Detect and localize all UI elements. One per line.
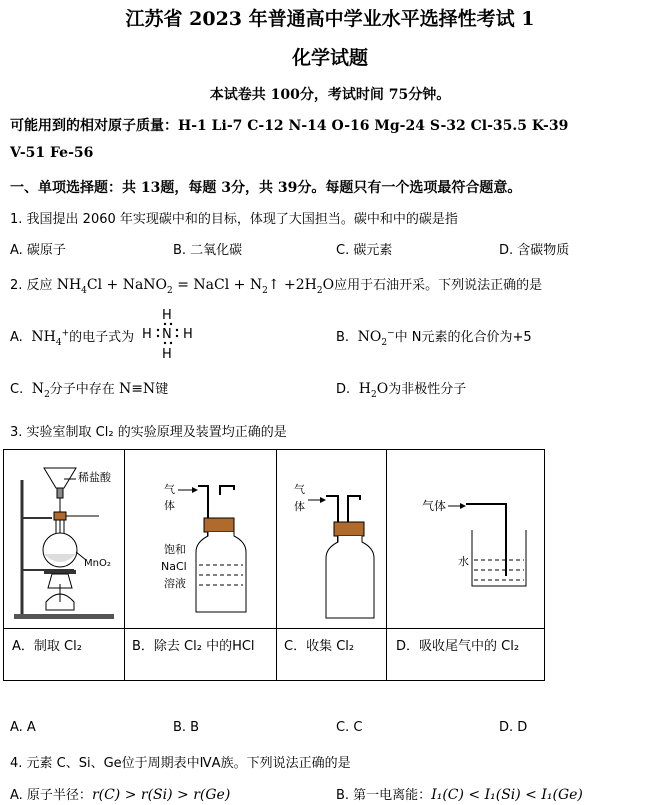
solution-label: 溶液 [164, 577, 186, 590]
q4-option-a-math: r(C) > r(Si) > r(Ge) [91, 787, 231, 803]
triple-bond: N≡N [118, 381, 156, 397]
question-3-stem: 3. 实验室制取 Cl₂ 的实验原理及装置均正确的是 [10, 425, 287, 440]
nitrogen-formula: $N_2$ [27, 381, 50, 400]
q2-option-a-letter: A. [10, 330, 23, 345]
saturated-label: 饱和 [164, 543, 186, 556]
q4-option-b-label: B. 第一电离能： [336, 788, 432, 803]
svg-text:H: H [142, 327, 152, 342]
q3-option-c: C. C [336, 720, 363, 735]
q2-option-a-text: 的电子式为 [69, 330, 135, 345]
table-divider [4, 628, 544, 629]
q1-option-c: C. 碳元素 [336, 243, 393, 258]
mno2-label: MnO₂ [84, 558, 111, 569]
chlorine-collection-apparatus [276, 450, 386, 628]
apparatus-table [3, 449, 545, 681]
q2-reaction-equation: $NH_4Cl$ + NaNO$_2$ = NaCl + $N_2↑ +2H_2O$ [56, 277, 335, 296]
atomic-masses-line1: 可能用到的相对原子质量：H-1 Li-7 C-12 N-14 O-16 Mg-24 S-32 Cl-35.5 K-39 [10, 118, 569, 134]
q2-option-d [336, 378, 466, 400]
tail-gas-absorption-apparatus [386, 450, 544, 628]
water-formula: $H_2O$ [354, 381, 389, 400]
svg-text:H: H [162, 347, 172, 362]
chlorine-generator-apparatus [4, 450, 124, 628]
q3-option-a: A. A [10, 720, 36, 735]
q2-option-c-text: 分子中存在 [49, 382, 115, 397]
q2-option-c-suffix: 键 [155, 382, 169, 397]
gas-in-label-c: 气 [294, 483, 305, 496]
q3-option-b: B. B [173, 720, 200, 735]
q4-option-a [10, 784, 230, 803]
water-label: 水 [458, 555, 469, 568]
svg-text:H: H [162, 308, 172, 323]
q1-option-b: B. 二氧化碳 [173, 243, 243, 258]
exam-info: 本试卷共 100分，考试时间 75分钟。 [209, 87, 451, 103]
q1-option-a: A. 碳原子 [10, 243, 66, 258]
question-2-stem [10, 274, 542, 296]
q3-option-d: D. D [499, 720, 528, 735]
caption-b: B．除去 Cl₂ 中的HCl [132, 639, 255, 654]
svg-text:N: N [162, 327, 172, 342]
q2-option-c-letter: C. [10, 382, 24, 397]
gas-in-label: 气 [164, 483, 175, 496]
gas-in-label-c-2: 体 [294, 500, 305, 513]
svg-text:H: H [183, 327, 193, 342]
paper-subtitle: 化学试题 [291, 47, 368, 69]
ammonium-electron-dot-diagram [140, 307, 200, 363]
ammonium-formula: $NH_4^+$ [26, 328, 70, 348]
q2-option-b-letter: B. [336, 330, 350, 345]
q2-option-d-letter: D. [336, 382, 351, 397]
dilute-hcl-label: 稀盐酸 [78, 471, 111, 484]
q4-option-b [336, 784, 583, 803]
q2-stem-suffix: 应用于石油开采。下列说法正确的是 [334, 278, 543, 293]
atomic-masses-line2: V-51 Fe-56 [10, 145, 94, 161]
q2-option-d-text: 为非极性分子 [388, 382, 467, 397]
nitrite-formula: $NO_2^-$ [353, 328, 395, 348]
q2-option-b-text: 中 N元素的化合价为+5 [394, 330, 532, 345]
exam-title: 江苏省 2023 年普通高中学业水平选择性考试 1 [125, 8, 535, 30]
gas-label-d: 气体 [422, 499, 447, 513]
nacl-wash-bottle-apparatus [124, 450, 276, 628]
question-4-stem: 4. 元素 C、Si、Ge位于周期表中ⅣA族。下列说法正确的是 [10, 756, 351, 771]
q2-option-b [336, 326, 532, 348]
nacl-label: NaCl [161, 560, 187, 573]
q2-stem-prefix: 2. 反应 [10, 278, 53, 293]
caption-d: D．吸收尾气中的 Cl₂ [396, 639, 520, 654]
q2-option-c [10, 378, 168, 400]
q2-option-a [10, 326, 134, 348]
q4-option-a-label: A. 原子半径： [10, 788, 92, 803]
section-heading: 一、单项选择题：共 13题，每题 3分，共 39分。每题只有一个选项最符合题意。 [10, 180, 522, 196]
gas-in-label-2: 体 [164, 499, 175, 512]
q1-option-d: D. 含碳物质 [499, 243, 570, 258]
question-1-stem: 1. 我国提出 2060 年实现碳中和的目标，体现了大国担当。碳中和中的碳是指 [10, 212, 458, 227]
caption-a: A．制取 Cl₂ [12, 639, 82, 654]
caption-c: C．收集 Cl₂ [284, 639, 355, 654]
q4-option-b-math: I₁(C) < I₁(Si) < I₁(Ge) [431, 787, 583, 803]
